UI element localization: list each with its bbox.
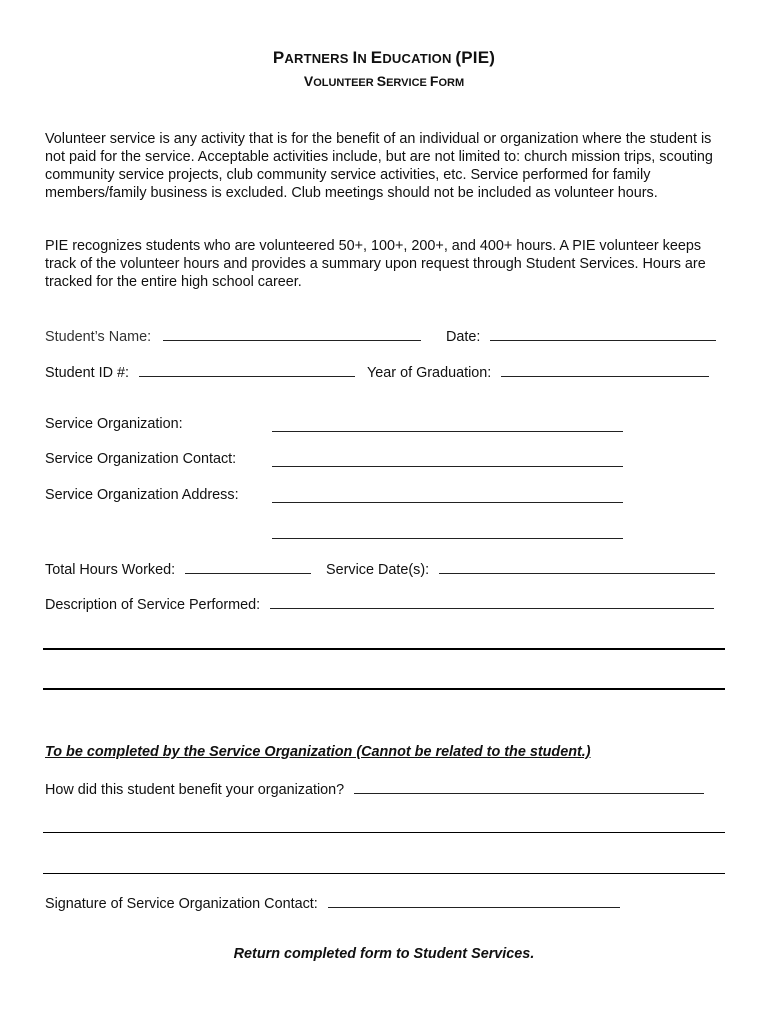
- service-organization-address-field-2[interactable]: [272, 524, 623, 539]
- intro-paragraph-2: PIE recognizes students who are volunteered 50+, 100+, 200+, and 400+ hours. A PIE volunteer keeps track of the volunteer hours and provides a summary upon request through Student Services. Hours are tracked for the entire high school career.: [45, 238, 706, 290]
- student-id-label: Student ID #:: [45, 365, 129, 381]
- total-hours-label: Total Hours Worked:: [45, 562, 176, 578]
- year-of-graduation-field[interactable]: [501, 362, 709, 377]
- description-line-2[interactable]: [43, 648, 725, 650]
- service-organization-address-field-1[interactable]: [272, 488, 623, 503]
- service-organization-address-label: Service Organization Address:: [45, 487, 239, 503]
- service-organization-label: Service Organization:: [45, 416, 183, 432]
- student-name-label: Student’s Name:: [45, 329, 152, 345]
- intro-paragraph-1: Volunteer service is any activity that is for the benefit of an individual or organization where the student is not paid for the service. Acceptable activities include, but are not limited to: church mission trips, scouting community service projects, club community service activities, etc. Service performed for family members/family business is excluded. Club meetings should not be included as volunteer hours.: [45, 131, 713, 201]
- return-instruction: Return completed form to Student Services.: [233, 946, 535, 962]
- date-row: [446, 326, 716, 345]
- service-dates-label: Service Date(s):: [326, 562, 430, 578]
- benefit-answer-line-2[interactable]: [43, 832, 725, 833]
- service-dates-field[interactable]: [439, 559, 715, 574]
- service-organization-contact-label: Service Organization Contact:: [45, 451, 237, 467]
- student-id-field[interactable]: [139, 362, 355, 377]
- total-hours-field[interactable]: [185, 559, 311, 574]
- form-subtitle: VOLUNTEER SERVICE FORM: [303, 73, 465, 89]
- student-id-row: [45, 362, 355, 381]
- signature-row: [45, 893, 620, 912]
- date-field[interactable]: [490, 326, 716, 341]
- benefit-answer-line-3[interactable]: [43, 873, 725, 874]
- year-of-graduation-label: Year of Graduation:: [367, 365, 492, 381]
- service-organization-field[interactable]: [272, 417, 623, 432]
- organization-section-heading: To be completed by the Service Organization (Cannot be related to the student.): [45, 744, 591, 760]
- benefit-question-row: [45, 779, 704, 798]
- form-title: PARTNERS IN EDUCATION (PIE): [272, 48, 496, 67]
- benefit-question-label: How did this student benefit your organization?: [45, 782, 345, 798]
- year-of-graduation-row: [367, 362, 709, 381]
- description-row: [45, 594, 714, 613]
- benefit-answer-field[interactable]: [354, 779, 704, 794]
- total-hours-row: [45, 559, 311, 578]
- service-organization-contact-field[interactable]: [272, 452, 623, 467]
- description-line-3[interactable]: [43, 688, 725, 690]
- signature-label: Signature of Service Organization Contact:: [45, 896, 318, 912]
- signature-field[interactable]: [328, 893, 620, 908]
- date-label: Date:: [446, 329, 481, 345]
- description-label: Description of Service Performed:: [45, 597, 261, 613]
- description-field[interactable]: [270, 594, 714, 609]
- student-name-row: [45, 326, 421, 345]
- student-name-field[interactable]: [163, 326, 421, 341]
- service-dates-row: [326, 559, 715, 578]
